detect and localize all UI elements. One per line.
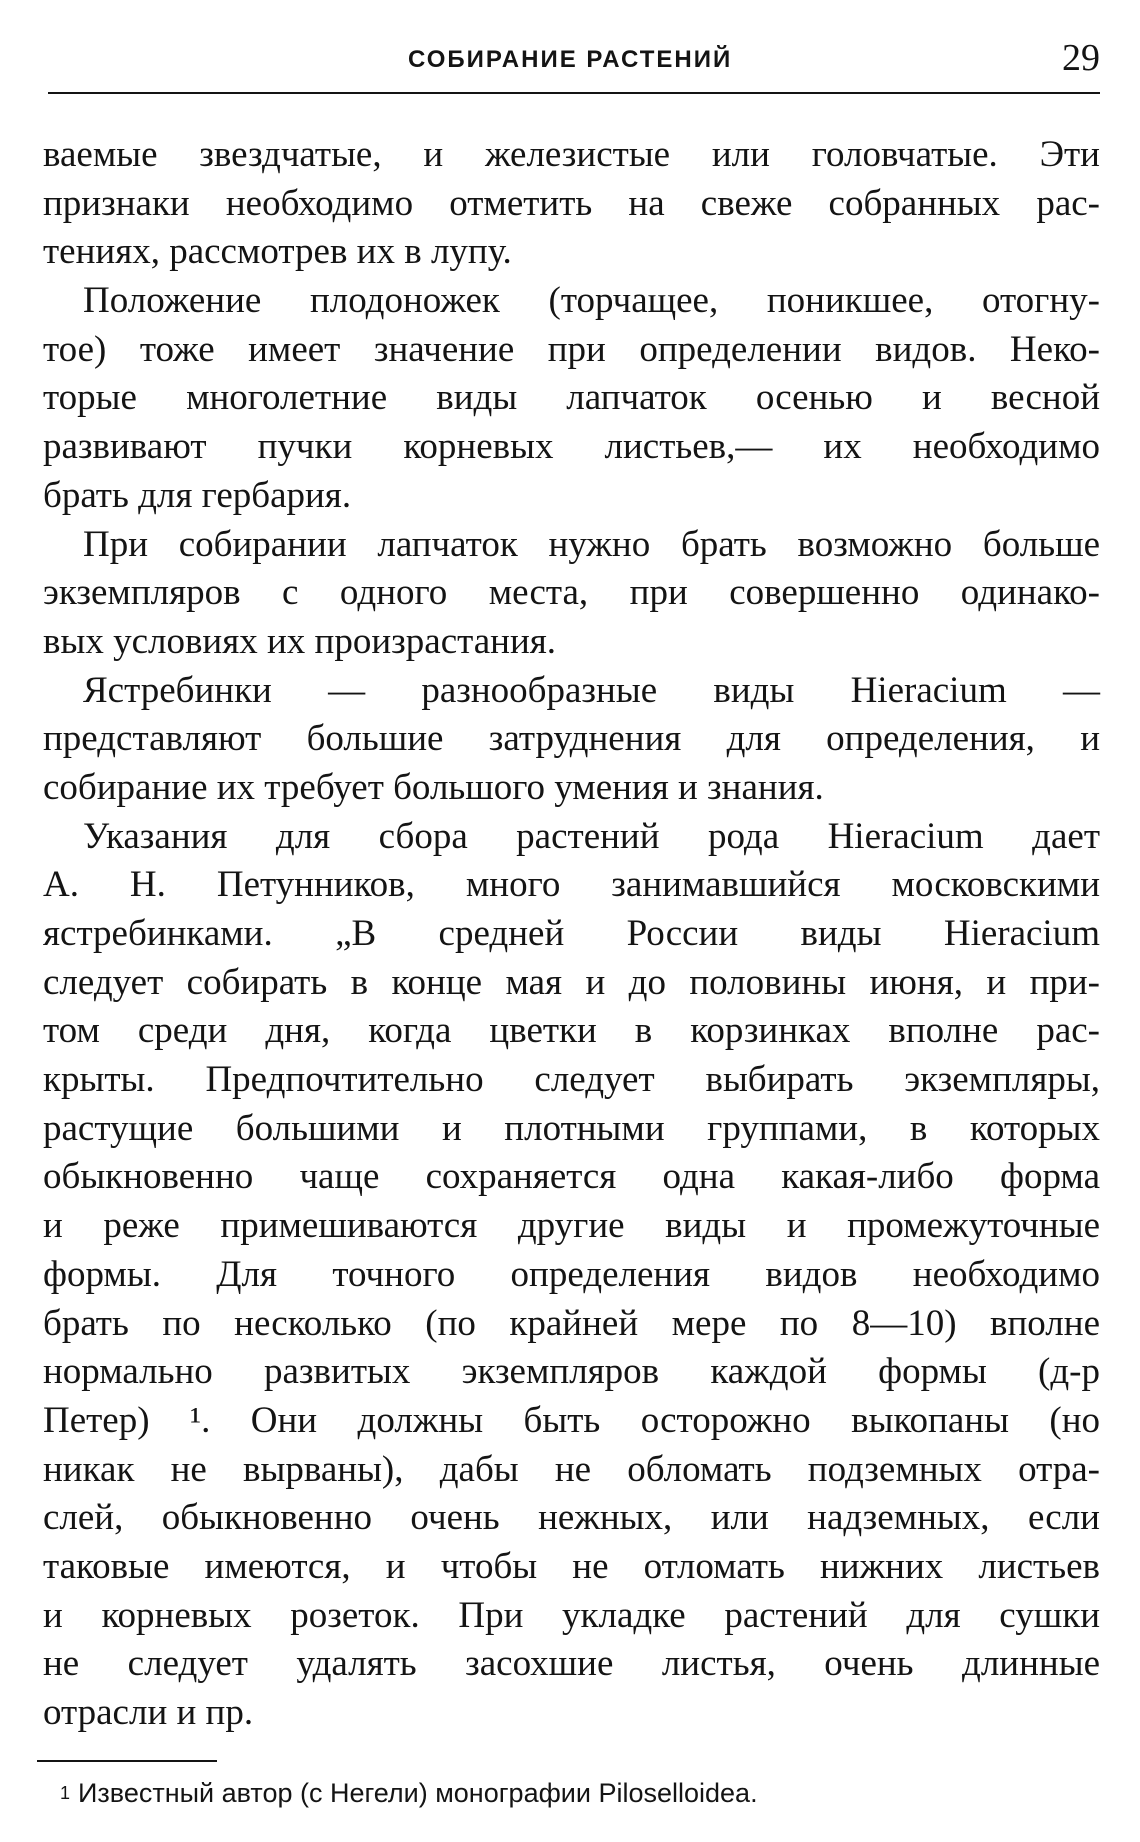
text-line: никак не вырваны), дабы не обломать подземных отра-: [43, 1448, 1100, 1490]
text-line: обыкновенно чаще сохраняется одна какая-либо форма: [43, 1156, 1100, 1198]
text-line: Петер) ¹. Они должны быть осторожно выкопаны (но: [43, 1399, 1100, 1441]
text-line: том среди дня, когда цветки в корзинках вполне рас-: [43, 1010, 1100, 1052]
text-line: крыты. Предпочтительно следует выбирать экземпляры,: [43, 1059, 1100, 1101]
text-line: отрасли и пр.: [43, 1692, 254, 1733]
text-line: вых условиях их произрастания.: [43, 620, 557, 662]
footnote: [60, 1775, 1100, 1811]
footnote-text: Известный автор (с Негели) монографии Piloselloidea.: [78, 1778, 758, 1808]
text-line: Указания для сбора растений рода Hieracium дает: [83, 815, 1100, 857]
text-line: нормально развитых экземпляров каждой формы (д-р: [43, 1351, 1100, 1393]
text-line: экземпляров с одного места, при совершенно одинако-: [43, 572, 1100, 614]
body-text: [43, 131, 1100, 1738]
text-line: брать по несколько (по крайней мере по 8—10) вполне: [43, 1302, 1100, 1344]
text-line: и корневых розеток. При укладке растений для сушки: [43, 1594, 1100, 1636]
text-line: признаки необходимо отметить на свеже собранных рас-: [43, 182, 1100, 224]
running-title: СОБИРАНИЕ РАСТЕНИЙ: [408, 46, 733, 73]
text-line: слей, обыкновенно очень нежных, или надземных, если: [43, 1497, 1100, 1539]
text-line: А. Н. Петунников, много занимавшийся московскими: [43, 864, 1100, 906]
text-line: не следует удалять засохшие листья, очень длинные: [43, 1643, 1100, 1685]
text-line: ястребинками. „В средней России виды Hieracium: [43, 913, 1100, 954]
text-line: ваемые звездчатые, и железистые или головчатые. Эти: [43, 134, 1100, 175]
text-line: развивают пучки корневых листьев,— их необходимо: [43, 426, 1100, 468]
text-line: растущие большими и плотными группами, в которых: [43, 1107, 1100, 1149]
footnote-marker: 1: [60, 1783, 71, 1803]
text-line: следует собирать в конце мая и до половины июня, и при-: [43, 961, 1100, 1003]
text-line: Положение плодоножек (торчащее, поникшее, отогну-: [83, 280, 1100, 322]
text-line: тое) тоже имеет значение при определении видов. Неко-: [43, 328, 1100, 370]
page-number: 29: [1062, 37, 1100, 79]
text-line: брать для гербария.: [43, 474, 352, 516]
text-line: торые многолетние виды лапчаток осенью и весной: [43, 377, 1100, 419]
text-line: тениях, рассмотрев их в лупу.: [43, 231, 512, 273]
text-line: При собирании лапчаток нужно брать возможно больше: [83, 523, 1100, 565]
text-line: формы. Для точного определения видов необходимо: [43, 1253, 1100, 1295]
text-line: и реже примешиваются другие виды и промежуточные: [43, 1205, 1100, 1247]
header-rule: [48, 92, 1100, 94]
page-header: [48, 32, 1100, 92]
text-line: таковые имеются, и чтобы не отломать нижних листьев: [43, 1545, 1100, 1587]
text-line: представляют большие затруднения для определения, и: [43, 718, 1100, 760]
text-line: Ястребинки — разнообразные виды Hieracium —: [83, 669, 1100, 711]
text-line: собирание их требует большого умения и знания.: [43, 766, 824, 808]
footnote-rule: [37, 1760, 217, 1762]
